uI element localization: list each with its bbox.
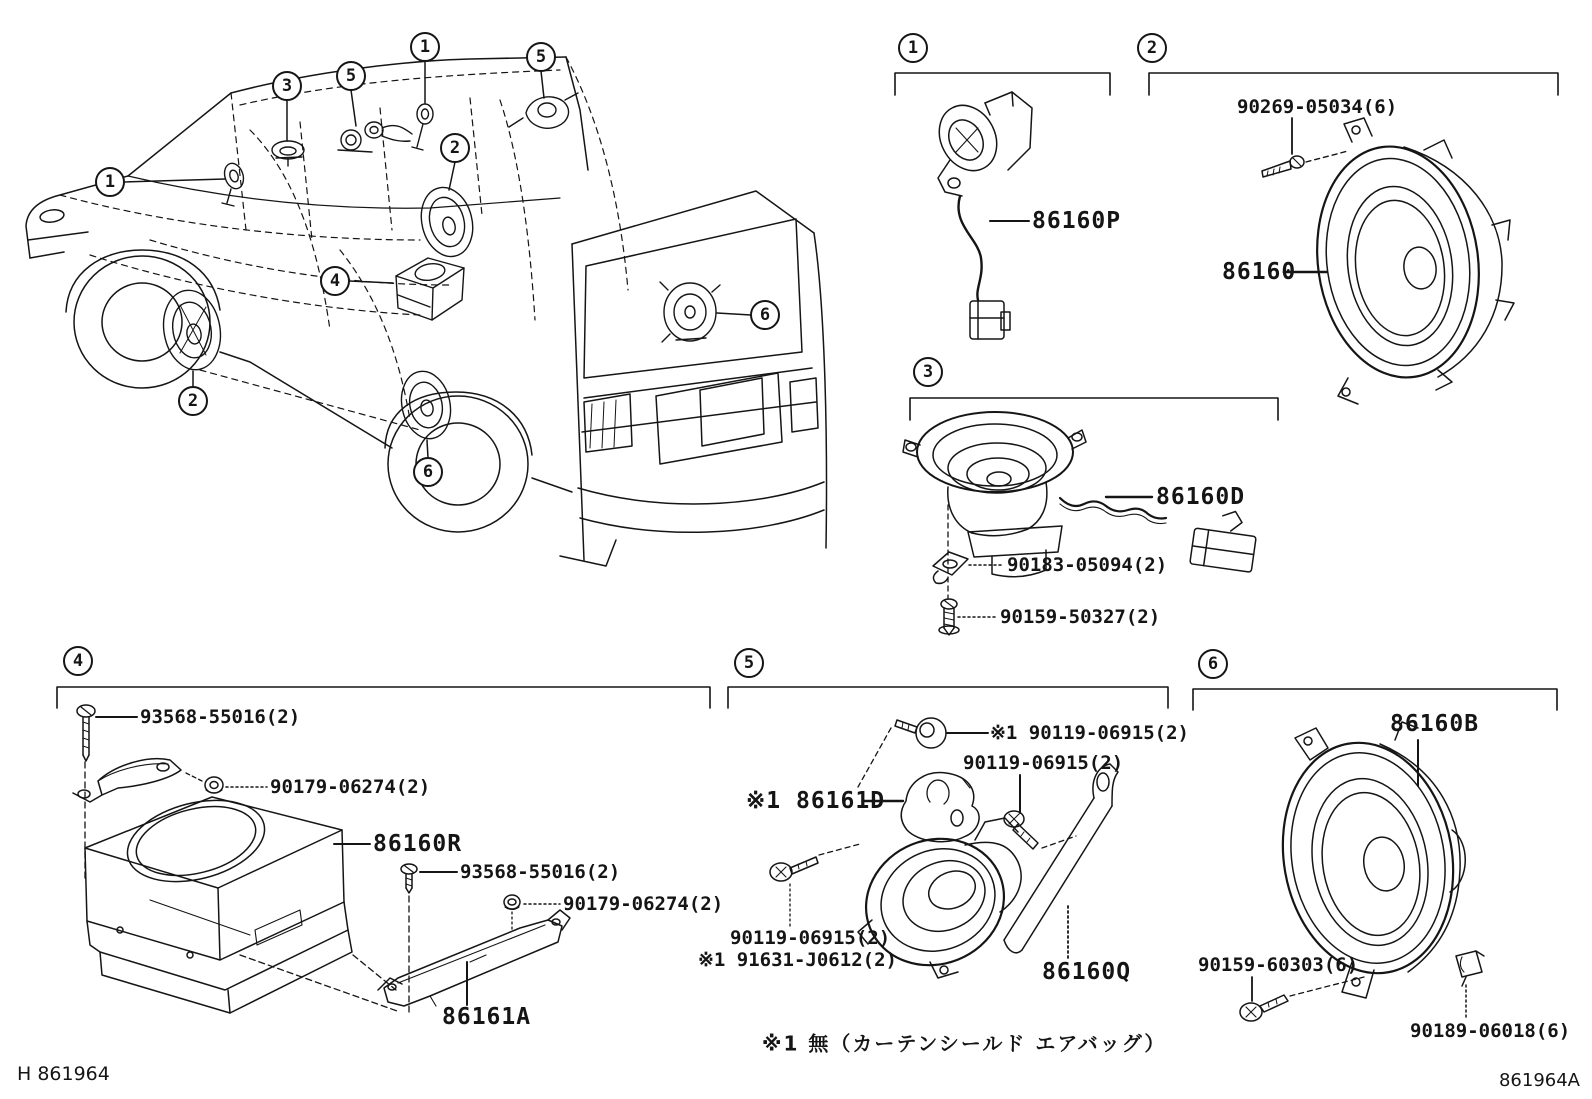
vehicle-body-lines [26, 57, 588, 492]
screw-bottom-dashed [819, 844, 860, 855]
connector-86160p-drawing [970, 301, 1010, 339]
part-label: 93568-55016(2) [460, 861, 621, 883]
part-label: ※1 90119-06915(2) [990, 722, 1189, 744]
section-2-art [1262, 118, 1514, 404]
part-label: 86160B [1390, 711, 1480, 737]
part-label: 90179-06274(2) [270, 776, 431, 798]
clip-90189-drawing [1456, 951, 1484, 986]
part-label: ※1 86161D [746, 788, 886, 814]
nut-90179-second-drawing [504, 895, 520, 910]
section-3-art [903, 412, 1259, 635]
screw-90119-top-drawing [1004, 811, 1038, 849]
vehicle-callout-4: 4 [320, 266, 350, 296]
part-label: ※1 91631-J0612(2) [698, 949, 897, 971]
vehicle-callout-1: 1 [95, 167, 125, 197]
box-rail-dashed [240, 955, 400, 1012]
part-label: 86161A [442, 1004, 532, 1030]
vehicle-callout-5: 5 [336, 61, 366, 91]
van-rear-door-speaker-icon [395, 367, 456, 443]
screw-washer-90119-drawing [895, 718, 946, 748]
vehicle-wheels [74, 256, 528, 532]
section-brackets [57, 73, 1558, 710]
vehicle-phantom-view [26, 57, 827, 566]
speaker-86160-drawing [1303, 118, 1514, 404]
van-front-tweeter-icon [221, 161, 246, 206]
vehicle-callout-2: 2 [178, 386, 208, 416]
screw6-dashed [1290, 977, 1364, 996]
part-label: 86160D [1156, 484, 1246, 510]
section-6-art [1240, 722, 1484, 1021]
clip-90183-drawing [933, 552, 968, 583]
nut-90179-first-drawing [205, 777, 223, 793]
screw-93568-first-drawing [77, 705, 95, 761]
rail-86161a-drawing [378, 910, 570, 1006]
screw-90269-drawing [1262, 118, 1348, 177]
strap-nut-dashed [186, 773, 202, 781]
van-dash-speaker-icon [272, 141, 304, 166]
section-1-art [928, 92, 1032, 339]
van-front-door-speaker-icon [157, 286, 226, 375]
speaker-86160d-drawing [903, 412, 1086, 577]
footnote-curtain-airbag: ※1 無（カーテンシールド エアバッグ） [762, 1031, 1167, 1056]
part-label: 90189-06018(6) [1410, 1020, 1571, 1042]
part-label: 86160R [373, 831, 463, 857]
van-pillar-speaker-assembly-icon [338, 122, 412, 152]
vehicle-callout-3: 3 [272, 71, 302, 101]
screw-90159-60303-drawing [1240, 995, 1288, 1021]
part-label: 90159-60303(6) [1198, 954, 1359, 976]
vehicle-callout-1: 1 [410, 32, 440, 62]
van-rear-deck-speaker-icon [660, 282, 720, 342]
section-number-1: 1 [898, 33, 928, 63]
screw-93568-second-drawing [401, 864, 417, 893]
van-rear-tweeter-icon [412, 104, 433, 150]
vehicle-hidden-lines [60, 57, 628, 430]
washer-dashed [858, 728, 891, 787]
part-label: 86160Q [1042, 959, 1132, 985]
van-woofer-box-icon [396, 258, 464, 320]
screw-91631-drawing [770, 857, 818, 881]
part-label: 90269-05034(6) [1237, 96, 1398, 118]
section-number-6: 6 [1198, 649, 1228, 679]
part-label: 90159-50327(2) [1000, 606, 1161, 628]
section-number-2: 2 [1137, 33, 1167, 63]
screw-top-dashed [1042, 836, 1076, 848]
bracket-arm-86160q-drawing [1004, 764, 1118, 953]
vehicle-callout-5: 5 [526, 42, 556, 72]
strap-bracket-drawing [73, 759, 181, 802]
part-label: 90119-06915(2) [730, 927, 891, 949]
part-label: 90179-06274(2) [563, 893, 724, 915]
section-number-4: 4 [63, 646, 93, 676]
part-label: 90119-06915(2) [963, 752, 1124, 774]
part-label: 86160P [1032, 208, 1122, 234]
drawing-number: H 861964 [17, 1063, 110, 1085]
woofer-box-86160r-drawing [85, 787, 352, 1013]
bracket-86161d-drawing [901, 773, 979, 842]
vehicle-callout-2: 2 [440, 133, 470, 163]
section-number-5: 5 [734, 648, 764, 678]
tweeter-86160p-drawing [928, 92, 1032, 300]
part-label: 93568-55016(2) [140, 706, 301, 728]
van-sliding-door-speaker-icon [414, 182, 479, 262]
figure-code: 861964A [1498, 1070, 1580, 1091]
vehicle-rear-view-lines [560, 191, 827, 566]
vehicle-callout-6: 6 [413, 457, 443, 487]
vehicle-callout-6: 6 [750, 300, 780, 330]
screw-90159-50327-drawing [939, 599, 959, 635]
part-label: 90183-05094(2) [1007, 554, 1168, 576]
part-label: 86160 [1222, 259, 1297, 285]
section-number-3: 3 [913, 357, 943, 387]
